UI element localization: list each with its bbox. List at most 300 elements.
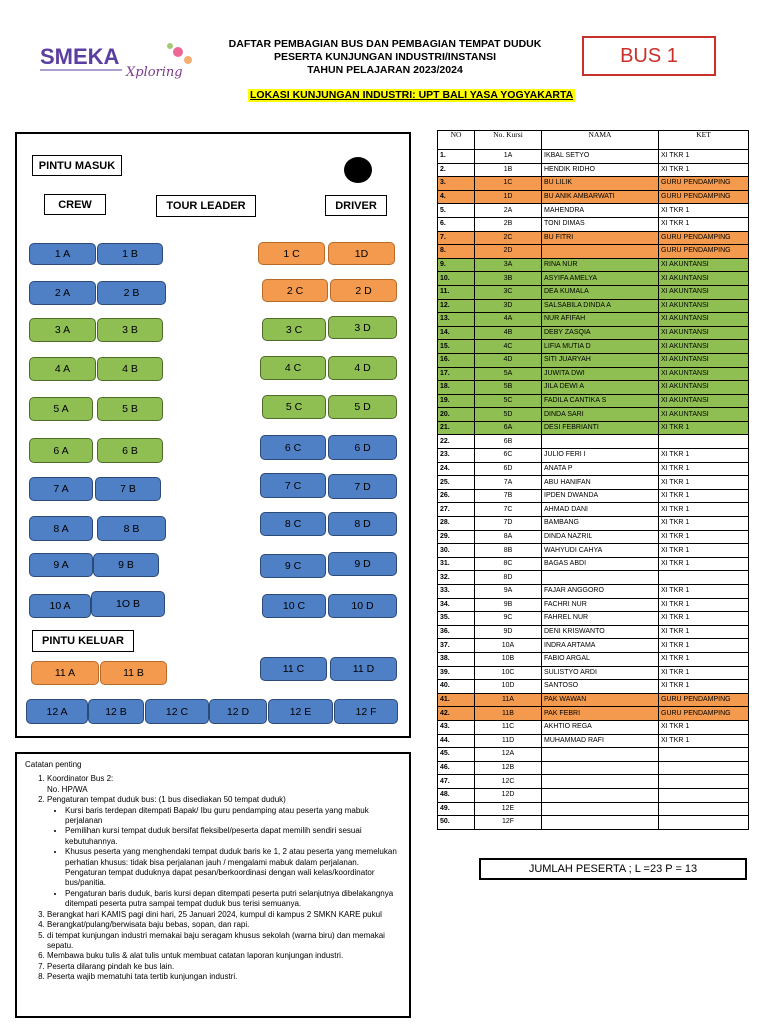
exit-door-label: PINTU KELUAR (32, 630, 134, 652)
table-row (438, 476, 749, 490)
table-row (438, 585, 749, 599)
cell-nama: NUR AFIFAH (542, 313, 659, 327)
cell-nama: PAK FEBRI (542, 707, 659, 721)
seat-9b[interactable]: 9 B (93, 553, 159, 577)
cell-nama (542, 245, 659, 259)
cell-kursi: 11A (475, 693, 542, 707)
cell-kursi: 11C (475, 720, 542, 734)
cell-nama: BU LILIK (542, 177, 659, 191)
cell-nama: MAHENDRA (542, 204, 659, 218)
table-row (438, 652, 749, 666)
cell-no: 8. (438, 245, 475, 259)
cell-ket: XI TKR 1 (659, 585, 749, 599)
seat-4c[interactable]: 4 C (260, 356, 326, 380)
cell-ket: XI TKR 1 (659, 639, 749, 653)
cell-nama (542, 802, 659, 816)
cell-kursi: 11B (475, 707, 542, 721)
cell-ket: XI AKUNTANSI (659, 313, 749, 327)
cell-ket: XI AKUNTANSI (659, 408, 749, 422)
note-text: Peserta wajib mematuhi tata tertib kunjungan industri. (47, 972, 238, 982)
note-text: di tempat kunjungan industri memakai baju seragam khusus sekolah (warna biru) dan memakai sepatu. (47, 930, 385, 950)
table-row (438, 625, 749, 639)
cell-ket: XI AKUNTANSI (659, 367, 749, 381)
cell-kursi: 4D (475, 353, 542, 367)
cell-no: 25. (438, 476, 475, 490)
cell-no: 47. (438, 775, 475, 789)
table-row (438, 598, 749, 612)
seat-12a[interactable]: 12 A (26, 699, 88, 724)
table-row (438, 421, 749, 435)
seat-6d[interactable]: 6 D (328, 435, 397, 460)
cell-ket (659, 571, 749, 585)
note-text: Koordinator Bus 2: (47, 774, 114, 784)
entrance-door-label: PINTU MASUK (32, 155, 122, 176)
seat-5c[interactable]: 5 C (262, 395, 326, 419)
svg-text:SMEKA: SMEKA (40, 44, 120, 69)
column-header-ket: KET (659, 131, 749, 150)
seat-10c[interactable]: 10 C (262, 594, 326, 618)
seat-2c[interactable]: 2 C (262, 279, 328, 302)
note-text: Pengaturan tempat duduk bus: (1 bus disediakan 50 tempat duduk) (47, 795, 286, 805)
table-row (438, 245, 749, 259)
cell-no: 33. (438, 585, 475, 599)
cell-no: 6. (438, 217, 475, 231)
seat-9a[interactable]: 9 A (29, 553, 93, 577)
seat-2a[interactable]: 2 A (29, 281, 96, 305)
cell-ket: XI TKR 1 (659, 544, 749, 558)
seat-1b[interactable]: 1 B (97, 243, 163, 265)
column-header-kursi: No. Kursi (475, 131, 542, 150)
cell-no: 49. (438, 802, 475, 816)
cell-no: 39. (438, 666, 475, 680)
cell-no: 2. (438, 163, 475, 177)
seat-8c[interactable]: 8 C (260, 512, 326, 536)
cell-kursi: 1D (475, 190, 542, 204)
cell-ket: XI TKR 1 (659, 204, 749, 218)
cell-nama: JUWITA DWI (542, 367, 659, 381)
table-row (438, 761, 749, 775)
cell-nama (542, 816, 659, 830)
cell-no: 28. (438, 517, 475, 531)
seat-4b[interactable]: 4 B (97, 357, 163, 381)
cell-kursi: 12F (475, 816, 542, 830)
cell-ket (659, 802, 749, 816)
cell-kursi: 1A (475, 150, 542, 164)
seat-6b[interactable]: 6 B (97, 438, 163, 463)
cell-no: 22. (438, 435, 475, 449)
cell-no: 13. (438, 313, 475, 327)
cell-ket (659, 788, 749, 802)
cell-nama: SANTOSO (542, 680, 659, 694)
tour-leader-label: TOUR LEADER (156, 195, 256, 217)
cell-nama: IPDEN DWANDA (542, 489, 659, 503)
cell-nama: DINDA SARI (542, 408, 659, 422)
cell-kursi: 6B (475, 435, 542, 449)
cell-no: 50. (438, 816, 475, 830)
cell-kursi: 3C (475, 285, 542, 299)
cell-nama (542, 761, 659, 775)
table-row (438, 544, 749, 558)
seat-12c[interactable]: 12 C (145, 699, 209, 724)
cell-no: 16. (438, 353, 475, 367)
cell-nama: LIFIA MUTIA D (542, 340, 659, 354)
seat-12f[interactable]: 12 F (334, 699, 398, 724)
cell-kursi: 2B (475, 217, 542, 231)
note-subline: No. HP/WA (47, 784, 88, 794)
cell-kursi: 7A (475, 476, 542, 490)
cell-no: 44. (438, 734, 475, 748)
table-row (438, 639, 749, 653)
cell-no: 43. (438, 720, 475, 734)
note-bullet: • Kursi baris terdepan ditempati Bapak/ Ibu guru pendamping atau peserta yang mabuk perjalanan (65, 806, 401, 827)
table-row (438, 340, 749, 354)
table-row (438, 557, 749, 571)
seat-5b[interactable]: 5 B (97, 397, 163, 421)
cell-nama: PAK WAWAN (542, 693, 659, 707)
cell-ket: XI TKR 1 (659, 462, 749, 476)
cell-kursi: 9C (475, 612, 542, 626)
table-row (438, 299, 749, 313)
cell-nama: SALSABILA DINDA A (542, 299, 659, 313)
notes-list (25, 774, 401, 982)
cell-no: 31. (438, 557, 475, 571)
cell-kursi: 5A (475, 367, 542, 381)
table-row (438, 707, 749, 721)
cell-ket: GURU PENDAMPING (659, 190, 749, 204)
cell-no: 18. (438, 381, 475, 395)
title-line-1: DAFTAR PEMBAGIAN BUS DAN PEMBAGIAN TEMPAT DUDUK (228, 38, 542, 50)
cell-ket (659, 775, 749, 789)
seat-11a[interactable]: 11 A (31, 661, 99, 685)
seat-11d[interactable]: 11 D (330, 657, 397, 681)
cell-nama: ABU HANIFAN (542, 476, 659, 490)
seat-10d[interactable]: 10 D (328, 594, 397, 618)
table-row (438, 190, 749, 204)
table-row (438, 272, 749, 286)
note-item (47, 910, 401, 920)
seat-9c[interactable]: 9 C (260, 554, 326, 578)
cell-ket: GURU PENDAMPING (659, 177, 749, 191)
seat-12e[interactable]: 12 E (268, 699, 333, 724)
seat-8a[interactable]: 8 A (29, 516, 93, 541)
document-title (200, 38, 570, 77)
seat-11c[interactable]: 11 C (260, 657, 327, 681)
note-bullet: • Pemilihan kursi tempat duduk bersifat fleksibel/peserta dapat memilih sendiri sesuai kebutuhannya. (65, 826, 401, 847)
seat-8d[interactable]: 8 D (328, 512, 397, 536)
cell-nama: FADILA CANTIKA S (542, 394, 659, 408)
notes-title: Catatan penting (25, 760, 82, 769)
cell-nama: BU ANIK AMBARWATI (542, 190, 659, 204)
table-row (438, 571, 749, 585)
cell-kursi: 8B (475, 544, 542, 558)
seat-12d[interactable]: 12 D (209, 699, 267, 724)
cell-ket: XI TKR 1 (659, 734, 749, 748)
table-row (438, 802, 749, 816)
cell-kursi: 11D (475, 734, 542, 748)
cell-no: 20. (438, 408, 475, 422)
note-item (47, 931, 401, 952)
camera-icon (344, 157, 372, 183)
cell-no: 40. (438, 680, 475, 694)
table-row (438, 666, 749, 680)
seat-5d[interactable]: 5 D (328, 395, 397, 419)
cell-no: 45. (438, 748, 475, 762)
column-header-no: NO (438, 131, 475, 150)
cell-kursi: 2C (475, 231, 542, 245)
cell-ket: XI TKR 1 (659, 598, 749, 612)
cell-nama: MUHAMMAD RAFI (542, 734, 659, 748)
table-row (438, 313, 749, 327)
cell-kursi: 9A (475, 585, 542, 599)
seat-7c[interactable]: 7 C (260, 473, 326, 498)
table-row (438, 408, 749, 422)
cell-no: 37. (438, 639, 475, 653)
note-item (47, 951, 401, 961)
cell-no: 29. (438, 530, 475, 544)
seat-3a[interactable]: 3 A (29, 318, 96, 342)
seat-7d[interactable]: 7 D (328, 474, 397, 499)
note-bullets (47, 806, 401, 910)
seat-2d[interactable]: 2 D (330, 279, 397, 302)
cell-nama: TONI DIMAS (542, 217, 659, 231)
seat-1a[interactable]: 1 A (29, 243, 96, 265)
cell-nama: BU FITRI (542, 231, 659, 245)
seat-12b[interactable]: 12 B (88, 699, 144, 724)
cell-nama: BAGAS ABDI (542, 557, 659, 571)
cell-nama: DEBY ZASQIA (542, 326, 659, 340)
cell-ket: XI TKR 1 (659, 217, 749, 231)
cell-no: 19. (438, 394, 475, 408)
cell-kursi: 8C (475, 557, 542, 571)
cell-kursi: 8D (475, 571, 542, 585)
table-row (438, 693, 749, 707)
cell-kursi: 10C (475, 666, 542, 680)
cell-nama (542, 775, 659, 789)
table-row (438, 449, 749, 463)
table-row (438, 462, 749, 476)
cell-no: 24. (438, 462, 475, 476)
table-row (438, 503, 749, 517)
table-row (438, 816, 749, 830)
seat-3c[interactable]: 3 C (262, 318, 326, 341)
note-text: Berangkat hari KAMIS pagi dini hari, 25 Januari 2024, kumpul di kampus 2 SMKN KARE pukul (47, 909, 382, 919)
cell-no: 21. (438, 421, 475, 435)
cell-kursi: 12C (475, 775, 542, 789)
seat-3b[interactable]: 3 B (97, 318, 163, 342)
cell-no: 36. (438, 625, 475, 639)
cell-ket: XI AKUNTANSI (659, 340, 749, 354)
cell-nama: JILA DEWI A (542, 381, 659, 395)
note-text: Berangkat/pulang/berwisata baju bebas, sopan, dan rapi. (47, 920, 250, 930)
table-row (438, 258, 749, 272)
seat-1c[interactable]: 1 C (258, 242, 325, 265)
cell-ket: GURU PENDAMPING (659, 245, 749, 259)
cell-nama (542, 435, 659, 449)
participant-summary: JUMLAH PESERTA ; L =23 P = 13 (479, 858, 747, 880)
cell-ket: GURU PENDAMPING (659, 693, 749, 707)
seat-4a[interactable]: 4 A (29, 357, 96, 381)
cell-no: 1. (438, 150, 475, 164)
cell-nama: AKHTIO REGA (542, 720, 659, 734)
cell-no: 35. (438, 612, 475, 626)
seat-3d[interactable]: 3 D (328, 316, 397, 339)
cell-ket: XI AKUNTANSI (659, 258, 749, 272)
note-item (47, 774, 401, 795)
note-text: Peserta dilarang pindah ke bus lain. (47, 961, 175, 971)
cell-no: 12. (438, 299, 475, 313)
note-bullet: • Khusus peserta yang menghendaki tempat duduk baris ke 1, 2 atau peserta yang memelukan perhatian khusus: tidak bisa perjalanan jauh / mengalami mabuk dalam perjalanan. Pengaturan tempat duduknya dapat pesan/berkoordinasi dengan wali kelas/koordinator bus/panitia. (65, 847, 401, 889)
cell-ket: XI AKUNTANSI (659, 326, 749, 340)
cell-kursi: 5B (475, 381, 542, 395)
note-item (47, 962, 401, 972)
title-line-3: TAHUN PELAJARAN 2023/2024 (307, 64, 463, 76)
title-line-2: PESERTA KUNJUNGAN INDUSTRI/INSTANSI (273, 51, 497, 63)
cell-kursi: 6A (475, 421, 542, 435)
passenger-table (437, 130, 749, 830)
cell-kursi: 10A (475, 639, 542, 653)
cell-kursi: 4B (475, 326, 542, 340)
seat-5a[interactable]: 5 A (29, 397, 93, 421)
cell-ket: XI TKR 1 (659, 150, 749, 164)
cell-ket: GURU PENDAMPING (659, 707, 749, 721)
cell-kursi: 7C (475, 503, 542, 517)
cell-no: 27. (438, 503, 475, 517)
cell-nama: FAJAR ANGGORO (542, 585, 659, 599)
cell-nama: SULISTYO ARDI (542, 666, 659, 680)
table-row (438, 612, 749, 626)
cell-nama: FACHRI NUR (542, 598, 659, 612)
cell-no: 38. (438, 652, 475, 666)
cell-ket (659, 435, 749, 449)
note-bullet: • Pengaturan baris duduk, baris kursi depan ditempati peserta putri selanjutnya dibelakangnya ditempati peserta putra sampai tempat duduk bus terisi semuanya. (65, 889, 401, 910)
cell-nama: BAMBANG (542, 517, 659, 531)
cell-ket: XI TKR 1 (659, 421, 749, 435)
seat-11b[interactable]: 11 B (100, 661, 167, 685)
table-row (438, 163, 749, 177)
cell-nama (542, 571, 659, 585)
cell-ket: XI TKR 1 (659, 489, 749, 503)
cell-kursi: 4A (475, 313, 542, 327)
cell-no: 41. (438, 693, 475, 707)
table-row (438, 517, 749, 531)
table-row (438, 489, 749, 503)
cell-ket: XI AKUNTANSI (659, 285, 749, 299)
cell-nama: ANATA P (542, 462, 659, 476)
seat-7b[interactable]: 7 B (95, 477, 161, 501)
cell-no: 46. (438, 761, 475, 775)
cell-no: 26. (438, 489, 475, 503)
seat-8b[interactable]: 8 B (97, 516, 166, 541)
cell-nama: RINA NUR (542, 258, 659, 272)
cell-nama (542, 748, 659, 762)
table-row (438, 285, 749, 299)
table-row (438, 775, 749, 789)
crew-label: CREW (44, 194, 106, 215)
cell-kursi: 8A (475, 530, 542, 544)
location-label: LOKASI KUNJUNGAN INDUSTRI: UPT BALI YASA YOGYAKARTA (250, 89, 574, 101)
table-row (438, 748, 749, 762)
cell-kursi: 3D (475, 299, 542, 313)
cell-kursi: 2A (475, 204, 542, 218)
cell-ket: XI TKR 1 (659, 652, 749, 666)
cell-ket: GURU PENDAMPING (659, 231, 749, 245)
cell-kursi: 12E (475, 802, 542, 816)
table-row (438, 204, 749, 218)
seat-6c[interactable]: 6 C (260, 435, 326, 460)
cell-no: 30. (438, 544, 475, 558)
cell-kursi: 5C (475, 394, 542, 408)
cell-ket: XI TKR 1 (659, 666, 749, 680)
seat-6a[interactable]: 6 A (29, 438, 93, 463)
seat-2b[interactable]: 2 B (97, 281, 166, 305)
note-item (47, 795, 401, 909)
seat-9d[interactable]: 9 D (328, 552, 397, 576)
table-row (438, 680, 749, 694)
seat-1d[interactable]: 1D (328, 242, 395, 265)
cell-ket: XI AKUNTANSI (659, 381, 749, 395)
cell-ket: XI TKR 1 (659, 449, 749, 463)
cell-no: 7. (438, 231, 475, 245)
cell-no: 42. (438, 707, 475, 721)
seat-10b[interactable]: 1O B (91, 591, 165, 617)
cell-kursi: 12D (475, 788, 542, 802)
cell-ket: XI AKUNTANSI (659, 299, 749, 313)
table-row (438, 177, 749, 191)
column-header-nama: NAMA (542, 131, 659, 150)
cell-kursi: 5D (475, 408, 542, 422)
cell-nama: FAHREL NUR (542, 612, 659, 626)
cell-kursi: 12A (475, 748, 542, 762)
cell-kursi: 7D (475, 517, 542, 531)
cell-ket: XI TKR 1 (659, 680, 749, 694)
table-row (438, 381, 749, 395)
cell-no: 34. (438, 598, 475, 612)
seat-7a[interactable]: 7 A (29, 477, 93, 501)
cell-kursi: 12B (475, 761, 542, 775)
table-row (438, 217, 749, 231)
seat-10a[interactable]: 10 A (29, 594, 91, 618)
cell-no: 17. (438, 367, 475, 381)
cell-ket: XI TKR 1 (659, 476, 749, 490)
cell-nama: DESI FEBRIANTI (542, 421, 659, 435)
cell-kursi: 6D (475, 462, 542, 476)
table-row (438, 394, 749, 408)
cell-ket: XI TKR 1 (659, 557, 749, 571)
cell-kursi: 10B (475, 652, 542, 666)
cell-no: 10. (438, 272, 475, 286)
table-row (438, 231, 749, 245)
seat-4d[interactable]: 4 D (328, 356, 397, 380)
bus-number-label: BUS 1 (582, 36, 716, 76)
svg-text:Xploring: Xploring (126, 65, 183, 80)
cell-kursi: 6C (475, 449, 542, 463)
table-row (438, 353, 749, 367)
cell-nama: JULIO FERI I (542, 449, 659, 463)
cell-no: 5. (438, 204, 475, 218)
note-item (47, 920, 401, 930)
school-logo (40, 40, 210, 88)
cell-no: 9. (438, 258, 475, 272)
cell-kursi: 2D (475, 245, 542, 259)
cell-ket: XI TKR 1 (659, 163, 749, 177)
table-row (438, 788, 749, 802)
cell-no: 23. (438, 449, 475, 463)
table-row (438, 734, 749, 748)
cell-no: 48. (438, 788, 475, 802)
cell-nama: SITI JUARYAH (542, 353, 659, 367)
cell-nama: WAHYUDI CAHYA (542, 544, 659, 558)
cell-ket (659, 748, 749, 762)
